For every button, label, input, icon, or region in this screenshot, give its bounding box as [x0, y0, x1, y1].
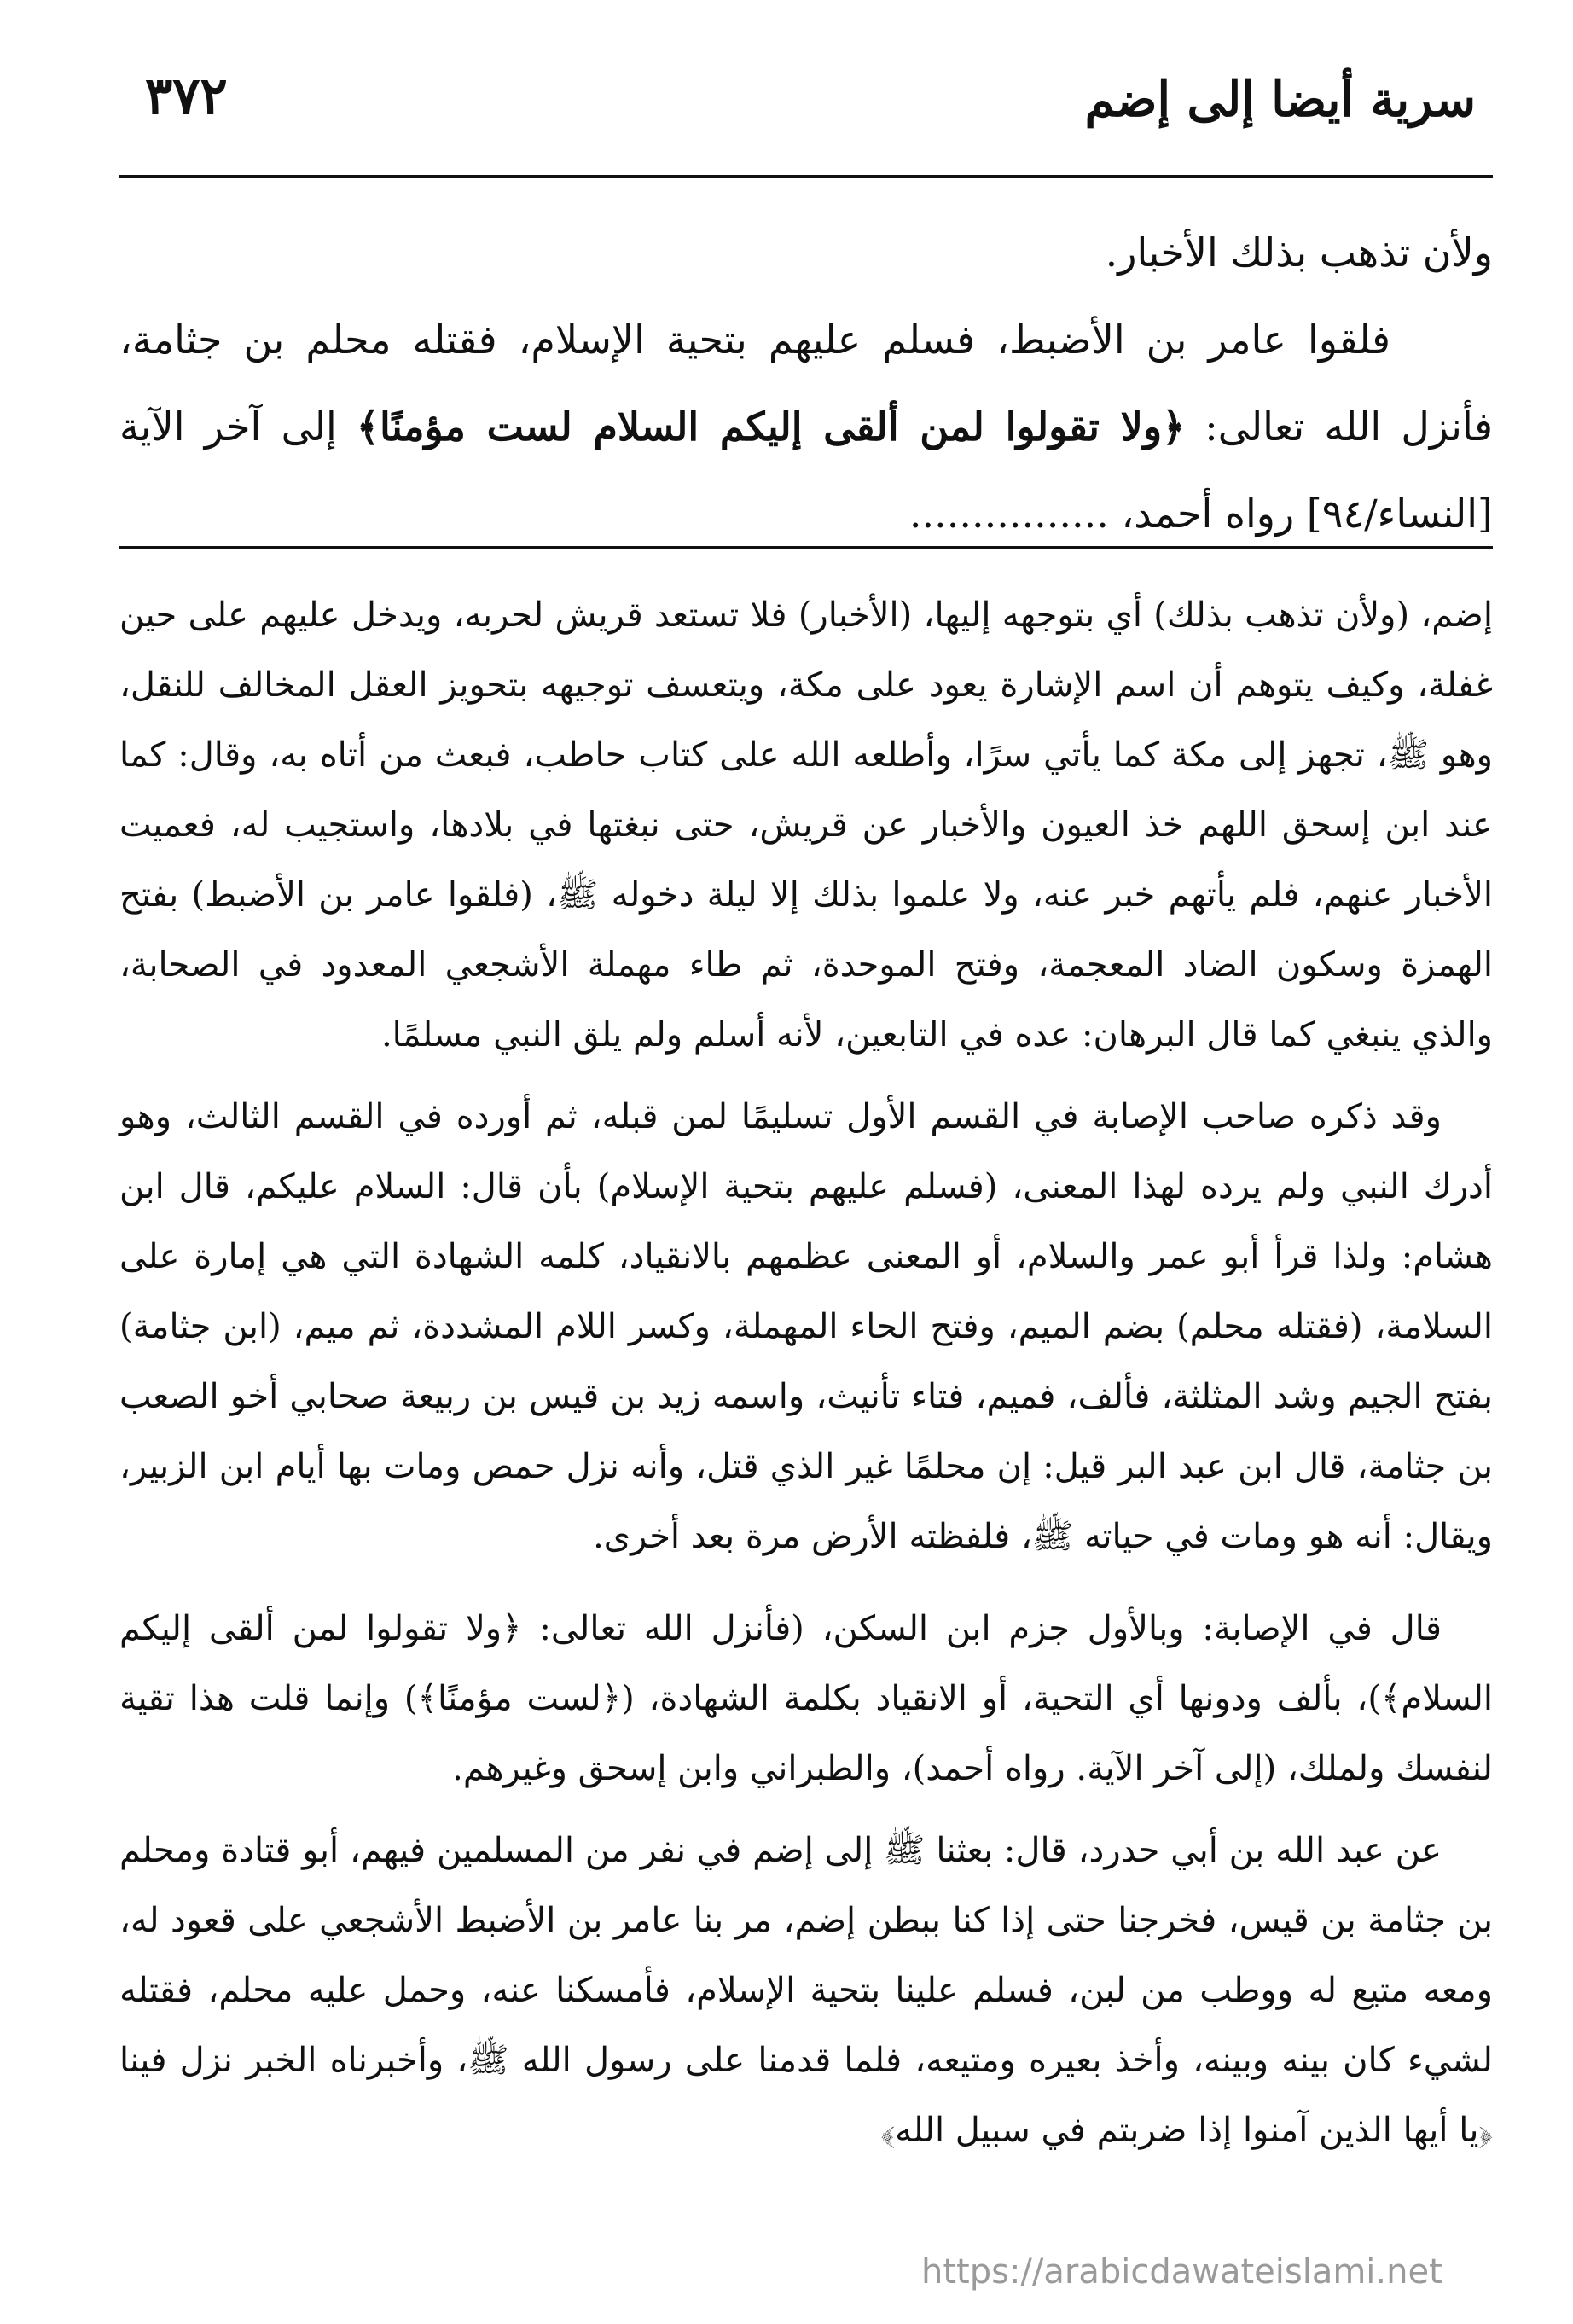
quran-verse: ﴿ولا تقولوا لمن ألقى إليكم السلام لست مؤمنًا﴾ [357, 404, 1186, 450]
matn-paragraph-2 [119, 296, 1493, 557]
matn-text [119, 209, 1493, 557]
continuation-dots: ................ [908, 491, 1109, 537]
page-header [119, 60, 1493, 162]
matn-line-1: ولأن تذهب بذلك الأخبار. [1105, 229, 1493, 276]
sharh-paragraph-3: قال في الإصابة: وبالأول جزم ابن السكن، (فأنزل الله تعالى: ﴿ولا تقولوا لمن ألقى إليكم السلام﴾)، بألف ودونها أي التحية، أو الانقياد بكلمة الشهادة، (﴿لست مؤمنًا﴾) وإنما قلت هذا تقية لنفسك ولملك، (إلى آخر الآية. رواه أحمد)، والطبراني وابن إسحق وغيرهم. [119, 1609, 1493, 1788]
matn-text-b: إلى آخر الآية [النساء/٩٤] رواه أحمد، [119, 404, 1493, 537]
header-rule [119, 175, 1493, 178]
sharh-commentary [119, 580, 1493, 2177]
watermark-url: https://arabicdawateislami.net [921, 2252, 1442, 2292]
running-title: سرية أيضا إلى إضم [1084, 72, 1476, 128]
matn-sharh-separator [119, 546, 1493, 549]
page-number: ٣٧٢ [145, 67, 228, 126]
matn-text-a: فلقوا عامر بن الأضبط، فسلم عليهم بتحية الإسلام، فقتله محلم بن جثامة، فأنزل الله تعالى: [119, 317, 1493, 450]
sharh-paragraph-2: وقد ذكره صاحب الإصابة في القسم الأول تسليمًا لمن قبله، ثم أورده في القسم الثالث، وهو أدرك النبي ولم يرده لهذا المعنى، (فسلم عليهم بتحية الإسلام) بأن قال: السلام عليكم، قال ابن هشام: ولذا قرأ أبو عمر والسلام، أو المعنى عظمهم بالانقياد، كلمه الشهادة التي هي إمارة على السلامة، (فقتله محلم) بضم الميم، وفتح الحاء المهملة، وكسر اللام المشددة، ثم ميم، (ابن جثامة) بفتح الجيم وشد المثلثة، فألف، فميم، فتاء تأنيث، واسمه زيد بن قيس بن ربيعة صحابي أخو الصعب بن جثامة، قال ابن عبد البر قيل: إن محلمًا غير الذي قتل، وأنه نزل حمص ومات بها أيام ابن الزبير، ويقال: أنه هو ومات في حياته ﷺ، فلفظته الأرض مرة بعد أخرى. [119, 1097, 1493, 1556]
sharh-paragraph-1: إضم، (ولأن تذهب بذلك) أي بتوجهه إليها، (الأخبار) فلا تستعد قريش لحربه، ويدخل عليهم على حين غفلة، وكيف يتوهم أن اسم الإشارة يعود على مكة، ويتعسف توجيهه بتحويز العقل المخالف للنقل، وهو ﷺ، تجهز إلى مكة كما يأتي سرًا، وأطلعه الله على كتاب حاطب، فبعث من أتاه به، وقال: كما عند ابن إسحق اللهم خذ العيون والأخبار عن قريش، حتى نبغتها في بلادها، واستجيب له، فعميت الأخبار عنهم، فلم يأتهم خبر عنه، ولا علموا بذلك إلا ليلة دخوله ﷺ، (فلقوا عامر بن الأضبط) بفتح الهمزة وسكون الضاد المعجمة، وفتح الموحدة، ثم طاء مهملة الأشجعي المعدود في الصحابة، والذي ينبغي كما قال البرهان: عده في التابعين، لأنه أسلم ولم يلق النبي مسلمًا. [119, 596, 1494, 1055]
sharh-paragraph-4: عن عبد الله بن أبي حدرد، قال: بعثنا ﷺ إلى إضم في نفر من المسلمين فيهم، أبو قتادة ومحلم بن جثامة بن قيس، فخرجنا حتى إذا كنا ببطن إضم، مر بنا عامر بن الأضبط الأشجعي على قعود له، ومعه متيع له ووطب من لبن، فسلم علينا بتحية الإسلام، فأمسكنا عنه، وحمل عليه محلم، فقتله لشيء كان بينه وبينه، وأخذ بعيره ومتيعه، فلما قدمنا على رسول الله ﷺ، وأخبرناه الخبر نزل فينا ﴿يا أيها الذين آمنوا إذا ضربتم في سبيل الله﴾ [119, 1831, 1494, 2150]
